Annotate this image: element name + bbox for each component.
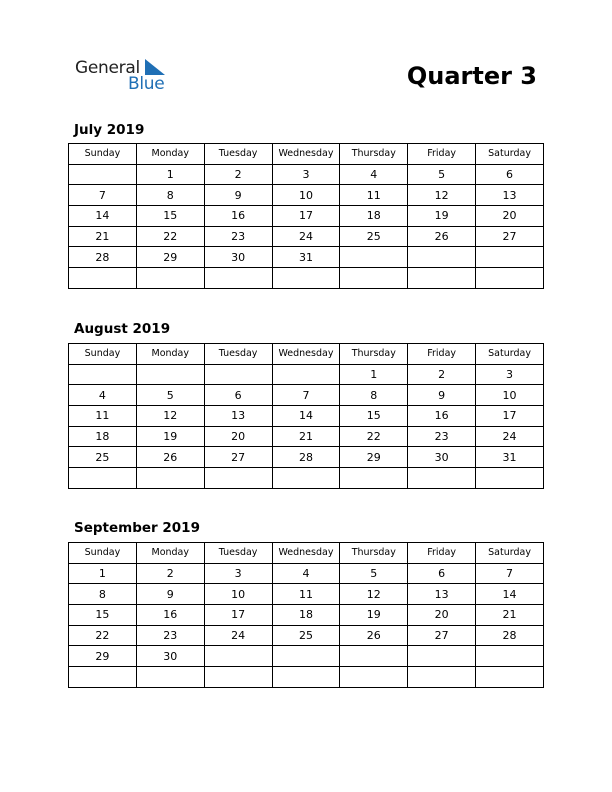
day-cell: 30 bbox=[204, 247, 272, 268]
logo-triangle-icon bbox=[145, 59, 165, 75]
day-cell bbox=[408, 247, 476, 268]
day-cell: 20 bbox=[204, 426, 272, 447]
day-cell bbox=[272, 268, 340, 289]
day-cell: 18 bbox=[69, 426, 137, 447]
weekday-header-row bbox=[69, 344, 544, 365]
day-cell: 19 bbox=[408, 206, 476, 227]
day-cell: 16 bbox=[408, 406, 476, 427]
day-cell: 12 bbox=[340, 584, 408, 605]
day-cell: 12 bbox=[408, 185, 476, 206]
day-cell bbox=[272, 468, 340, 489]
weekday-header-tuesday: Tuesday bbox=[204, 344, 272, 365]
day-cell: 17 bbox=[272, 206, 340, 227]
day-cell: 28 bbox=[69, 247, 137, 268]
week-row bbox=[69, 226, 544, 247]
day-cell bbox=[408, 646, 476, 667]
day-cell: 7 bbox=[476, 563, 544, 584]
day-cell bbox=[204, 667, 272, 688]
day-cell: 6 bbox=[204, 385, 272, 406]
day-cell bbox=[136, 364, 204, 385]
day-cell: 24 bbox=[476, 426, 544, 447]
day-cell bbox=[69, 667, 137, 688]
week-row bbox=[69, 406, 544, 427]
day-cell: 21 bbox=[272, 426, 340, 447]
day-cell: 18 bbox=[272, 605, 340, 626]
day-cell: 10 bbox=[476, 385, 544, 406]
day-cell bbox=[136, 667, 204, 688]
day-cell bbox=[476, 247, 544, 268]
day-cell: 11 bbox=[272, 584, 340, 605]
week-row bbox=[69, 563, 544, 584]
day-cell bbox=[476, 468, 544, 489]
weekday-header-tuesday: Tuesday bbox=[204, 543, 272, 564]
weekday-header-sunday: Sunday bbox=[69, 344, 137, 365]
weekday-header-friday: Friday bbox=[408, 543, 476, 564]
day-cell: 4 bbox=[69, 385, 137, 406]
day-cell bbox=[272, 364, 340, 385]
weekday-header-monday: Monday bbox=[136, 144, 204, 165]
day-cell: 7 bbox=[272, 385, 340, 406]
day-cell bbox=[69, 268, 137, 289]
day-cell: 22 bbox=[136, 226, 204, 247]
day-cell: 7 bbox=[69, 185, 137, 206]
day-cell: 10 bbox=[272, 185, 340, 206]
page-title: Quarter 3 bbox=[406, 62, 537, 90]
week-row bbox=[69, 447, 544, 468]
day-cell: 17 bbox=[204, 605, 272, 626]
day-cell bbox=[340, 667, 408, 688]
day-cell: 19 bbox=[340, 605, 408, 626]
day-cell: 10 bbox=[204, 584, 272, 605]
day-cell: 1 bbox=[340, 364, 408, 385]
day-cell bbox=[408, 667, 476, 688]
weekday-header-saturday: Saturday bbox=[476, 344, 544, 365]
day-cell: 18 bbox=[340, 206, 408, 227]
logo-text-blue: Blue bbox=[128, 74, 165, 94]
day-cell: 28 bbox=[476, 625, 544, 646]
calendar-september bbox=[68, 542, 544, 688]
day-cell: 3 bbox=[204, 563, 272, 584]
week-row bbox=[69, 584, 544, 605]
day-cell: 26 bbox=[340, 625, 408, 646]
week-row bbox=[69, 185, 544, 206]
day-cell: 9 bbox=[408, 385, 476, 406]
month-title-september: September 2019 bbox=[74, 520, 200, 536]
day-cell: 22 bbox=[340, 426, 408, 447]
weekday-header-wednesday: Wednesday bbox=[272, 344, 340, 365]
day-cell: 17 bbox=[476, 406, 544, 427]
weekday-header-row bbox=[69, 543, 544, 564]
day-cell: 31 bbox=[476, 447, 544, 468]
day-cell: 19 bbox=[136, 426, 204, 447]
week-row bbox=[69, 206, 544, 227]
day-cell: 13 bbox=[476, 185, 544, 206]
day-cell: 21 bbox=[69, 226, 137, 247]
week-row bbox=[69, 646, 544, 667]
week-row bbox=[69, 164, 544, 185]
day-cell: 13 bbox=[204, 406, 272, 427]
day-cell: 3 bbox=[272, 164, 340, 185]
day-cell bbox=[340, 468, 408, 489]
day-cell: 5 bbox=[340, 563, 408, 584]
month-title-august: August 2019 bbox=[74, 321, 171, 337]
day-cell: 12 bbox=[136, 406, 204, 427]
weekday-header-wednesday: Wednesday bbox=[272, 543, 340, 564]
day-cell: 21 bbox=[476, 605, 544, 626]
day-cell: 16 bbox=[204, 206, 272, 227]
day-cell: 4 bbox=[272, 563, 340, 584]
logo-text-general: General bbox=[75, 58, 140, 78]
day-cell: 25 bbox=[69, 447, 137, 468]
day-cell: 1 bbox=[136, 164, 204, 185]
day-cell bbox=[204, 364, 272, 385]
day-cell: 30 bbox=[136, 646, 204, 667]
day-cell: 20 bbox=[476, 206, 544, 227]
day-cell bbox=[476, 667, 544, 688]
day-cell: 24 bbox=[204, 625, 272, 646]
day-cell: 2 bbox=[204, 164, 272, 185]
day-cell: 15 bbox=[136, 206, 204, 227]
day-cell: 5 bbox=[136, 385, 204, 406]
day-cell: 6 bbox=[408, 563, 476, 584]
week-row bbox=[69, 667, 544, 688]
day-cell: 2 bbox=[408, 364, 476, 385]
week-row bbox=[69, 364, 544, 385]
day-cell: 6 bbox=[476, 164, 544, 185]
day-cell: 8 bbox=[69, 584, 137, 605]
day-cell: 23 bbox=[408, 426, 476, 447]
day-cell: 27 bbox=[204, 447, 272, 468]
day-cell: 3 bbox=[476, 364, 544, 385]
day-cell: 5 bbox=[408, 164, 476, 185]
weekday-header-sunday: Sunday bbox=[69, 543, 137, 564]
day-cell bbox=[272, 646, 340, 667]
day-cell: 23 bbox=[136, 625, 204, 646]
day-cell: 8 bbox=[340, 385, 408, 406]
day-cell: 1 bbox=[69, 563, 137, 584]
calendar-july bbox=[68, 143, 544, 289]
weekday-header-thursday: Thursday bbox=[340, 144, 408, 165]
day-cell bbox=[476, 268, 544, 289]
day-cell: 22 bbox=[69, 625, 137, 646]
day-cell bbox=[69, 364, 137, 385]
calendar-august bbox=[68, 343, 544, 489]
day-cell: 14 bbox=[69, 206, 137, 227]
day-cell: 28 bbox=[272, 447, 340, 468]
day-cell: 31 bbox=[272, 247, 340, 268]
weekday-header-thursday: Thursday bbox=[340, 543, 408, 564]
day-cell: 9 bbox=[204, 185, 272, 206]
day-cell bbox=[204, 646, 272, 667]
day-cell bbox=[340, 247, 408, 268]
day-cell: 20 bbox=[408, 605, 476, 626]
day-cell: 25 bbox=[340, 226, 408, 247]
day-cell: 16 bbox=[136, 605, 204, 626]
day-cell: 15 bbox=[340, 406, 408, 427]
day-cell: 14 bbox=[476, 584, 544, 605]
day-cell bbox=[340, 646, 408, 667]
day-cell: 27 bbox=[408, 625, 476, 646]
weekday-header-friday: Friday bbox=[408, 144, 476, 165]
day-cell: 8 bbox=[136, 185, 204, 206]
day-cell: 11 bbox=[69, 406, 137, 427]
week-row bbox=[69, 385, 544, 406]
day-cell: 29 bbox=[136, 247, 204, 268]
weekday-header-monday: Monday bbox=[136, 344, 204, 365]
day-cell bbox=[408, 468, 476, 489]
day-cell: 24 bbox=[272, 226, 340, 247]
weekday-header-tuesday: Tuesday bbox=[204, 144, 272, 165]
day-cell: 14 bbox=[272, 406, 340, 427]
weekday-header-wednesday: Wednesday bbox=[272, 144, 340, 165]
day-cell: 4 bbox=[340, 164, 408, 185]
day-cell: 13 bbox=[408, 584, 476, 605]
day-cell bbox=[408, 268, 476, 289]
day-cell bbox=[340, 268, 408, 289]
month-title-july: July 2019 bbox=[74, 122, 145, 138]
week-row bbox=[69, 468, 544, 489]
week-row bbox=[69, 625, 544, 646]
day-cell: 2 bbox=[136, 563, 204, 584]
day-cell: 25 bbox=[272, 625, 340, 646]
weekday-header-monday: Monday bbox=[136, 543, 204, 564]
day-cell: 15 bbox=[69, 605, 137, 626]
day-cell: 29 bbox=[340, 447, 408, 468]
day-cell bbox=[69, 468, 137, 489]
day-cell bbox=[136, 468, 204, 489]
day-cell bbox=[204, 468, 272, 489]
day-cell: 9 bbox=[136, 584, 204, 605]
day-cell: 27 bbox=[476, 226, 544, 247]
day-cell bbox=[272, 667, 340, 688]
day-cell: 11 bbox=[340, 185, 408, 206]
day-cell: 29 bbox=[69, 646, 137, 667]
weekday-header-row bbox=[69, 144, 544, 165]
weekday-header-thursday: Thursday bbox=[340, 344, 408, 365]
weekday-header-friday: Friday bbox=[408, 344, 476, 365]
week-row bbox=[69, 605, 544, 626]
weekday-header-saturday: Saturday bbox=[476, 543, 544, 564]
day-cell bbox=[204, 268, 272, 289]
weekday-header-saturday: Saturday bbox=[476, 144, 544, 165]
week-row bbox=[69, 268, 544, 289]
day-cell: 26 bbox=[136, 447, 204, 468]
day-cell: 30 bbox=[408, 447, 476, 468]
weekday-header-sunday: Sunday bbox=[69, 144, 137, 165]
day-cell bbox=[69, 164, 137, 185]
brand-logo bbox=[75, 58, 175, 94]
week-row bbox=[69, 426, 544, 447]
day-cell bbox=[136, 268, 204, 289]
day-cell: 23 bbox=[204, 226, 272, 247]
week-row bbox=[69, 247, 544, 268]
day-cell: 26 bbox=[408, 226, 476, 247]
day-cell bbox=[476, 646, 544, 667]
